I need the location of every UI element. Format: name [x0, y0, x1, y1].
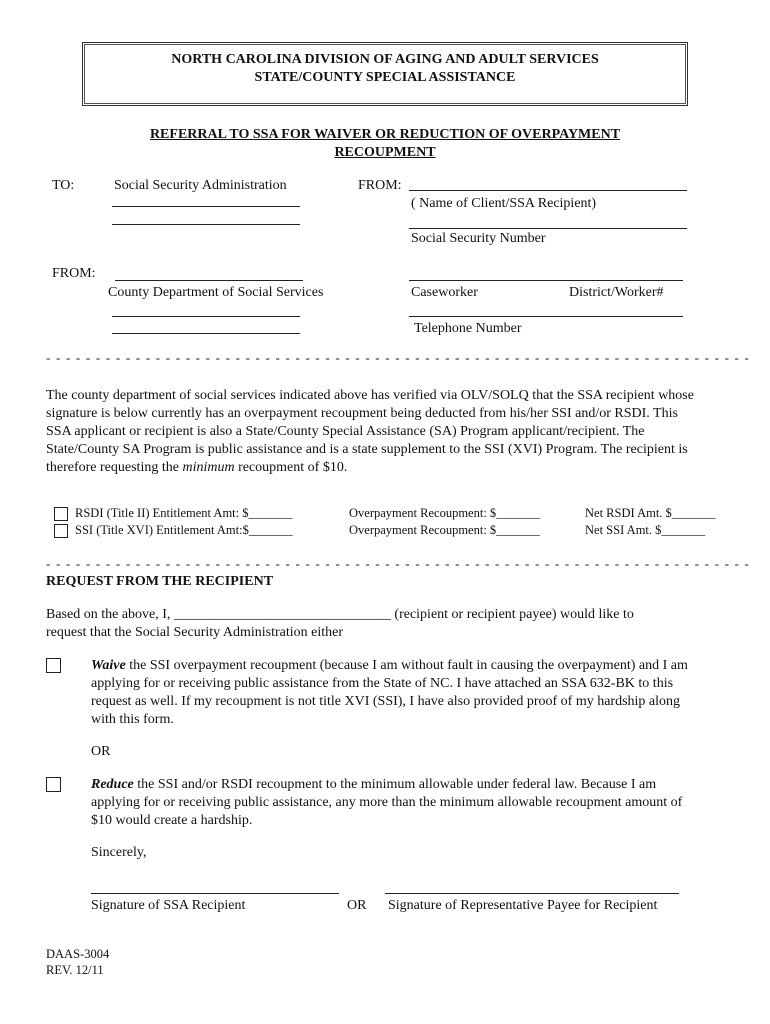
county-dss-caption: County Department of Social Services [108, 285, 324, 300]
request-lead-line-2: request that the Social Security Administration either [46, 625, 344, 640]
to-address-line-1[interactable] [112, 206, 300, 207]
sincerely: Sincerely, [91, 845, 147, 860]
recipient-signature-caption: Signature of SSA Recipient [91, 898, 246, 913]
net-rsdi-amount: Net RSDI Amt. $_______ [585, 506, 716, 520]
to-agency: Social Security Administration [114, 178, 287, 193]
intro-minimum: minimum [182, 460, 235, 475]
waive-word: Waive [91, 658, 126, 673]
form-number: DAAS-3004 [46, 947, 110, 961]
request-lead-line-1: Based on the above, I, _______________________________ (recipient or recipient payee) would like to [46, 607, 634, 622]
waive-checkbox[interactable] [46, 658, 61, 673]
net-ssi-amount: Net SSI Amt. $_______ [585, 523, 706, 537]
client-name-caption: ( Name of Client/SSA Recipient) [411, 196, 597, 211]
or-separator: OR [91, 744, 111, 759]
payee-signature-line[interactable] [385, 893, 679, 894]
county-address-line-1[interactable] [112, 316, 300, 317]
ssn-line[interactable] [409, 228, 687, 229]
reduce-word: Reduce [91, 777, 134, 792]
rsdi-entitlement: RSDI (Title II) Entitlement Amt: $_______ [75, 506, 293, 520]
county-name-line[interactable] [115, 280, 303, 281]
form-revision: REV. 12/11 [46, 963, 104, 977]
ssi-checkbox[interactable] [54, 524, 68, 538]
caseworker-line[interactable] [409, 280, 683, 281]
telephone-caption: Telephone Number [414, 321, 522, 336]
form-title-line-1: REFERRAL TO SSA FOR WAIVER OR REDUCTION OF OVERPAYMENT [149, 127, 621, 142]
separator-2: - - - - - - - - - - - - - - - - - - - - - - - - - - - - - - - - - - - - - - - - - - - - - - - - - - - - - - - - - - - - - - - - - - - - - - - [46, 556, 751, 571]
reduce-paragraph [91, 776, 691, 830]
district-worker-caption: District/Worker# [569, 285, 664, 300]
reduce-text: the SSI and/or RSDI recoupment to the minimum allowable under federal law. Because I am applying for or receiving public assistance, any more than the minimum allowable recoupment amount of $10 would create a hardship. [91, 777, 683, 828]
form-title-line-2: RECOUPMENT [334, 145, 436, 160]
waive-paragraph [91, 657, 691, 729]
county-address-line-2[interactable] [112, 333, 300, 334]
ssi-entitlement: SSI (Title XVI) Entitlement Amt:$_______ [75, 523, 293, 537]
from-recipient-label: FROM: [358, 178, 402, 193]
ssn-caption: Social Security Number [411, 231, 546, 246]
separator-1: - - - - - - - - - - - - - - - - - - - - - - - - - - - - - - - - - - - - - - - - - - - - - - - - - - - - - - - - - - - - - - - - - - - - - - - [46, 350, 751, 365]
header-line-1: NORTH CAROLINA DIVISION OF AGING AND ADULT SERVICES [171, 52, 599, 67]
overpayment-recoupment-rsdi: Overpayment Recoupment: $_______ [349, 506, 540, 520]
recipient-signature-line[interactable] [91, 893, 339, 894]
intro-text-b: recoupment of $10. [234, 460, 348, 475]
client-name-line[interactable] [409, 190, 687, 191]
intro-text-a: The county department of social services indicated above has verified via OLV/SOLQ that the SSA recipient whose signature is below currently has an overpayment recoupment being deducted from his/her SSI and/or RSDI. This SSA applicant or recipient is also a State/County Special Assistance (SA) Program applicant/recipient. The State/County SA Program is public assistance and is a state supplement to the SSI (XVI) Program. The recipient is therefore requesting the [46, 388, 694, 475]
request-heading: REQUEST FROM THE RECIPIENT [46, 574, 274, 589]
intro-paragraph [46, 387, 706, 477]
payee-signature-caption: Signature of Representative Payee for Recipient [388, 898, 658, 913]
to-label: TO: [52, 178, 75, 193]
waive-text: the SSI overpayment recoupment (because I am without fault in causing the overpayment) and I am applying for or receiving public assistance from the State of NC. I have attached an SSA 632-BK to this request as well. If my recoupment is not title XVI (SSI), I have also provided proof of my hardship along with this form. [91, 658, 688, 727]
signature-or: OR [347, 898, 367, 913]
caseworker-caption: Caseworker [411, 285, 478, 300]
to-address-line-2[interactable] [112, 224, 300, 225]
from-county-label: FROM: [52, 266, 96, 281]
overpayment-recoupment-ssi: Overpayment Recoupment: $_______ [349, 523, 540, 537]
header-line-2: STATE/COUNTY SPECIAL ASSISTANCE [254, 70, 516, 85]
telephone-line[interactable] [409, 316, 683, 317]
rsdi-checkbox[interactable] [54, 507, 68, 521]
reduce-checkbox[interactable] [46, 777, 61, 792]
